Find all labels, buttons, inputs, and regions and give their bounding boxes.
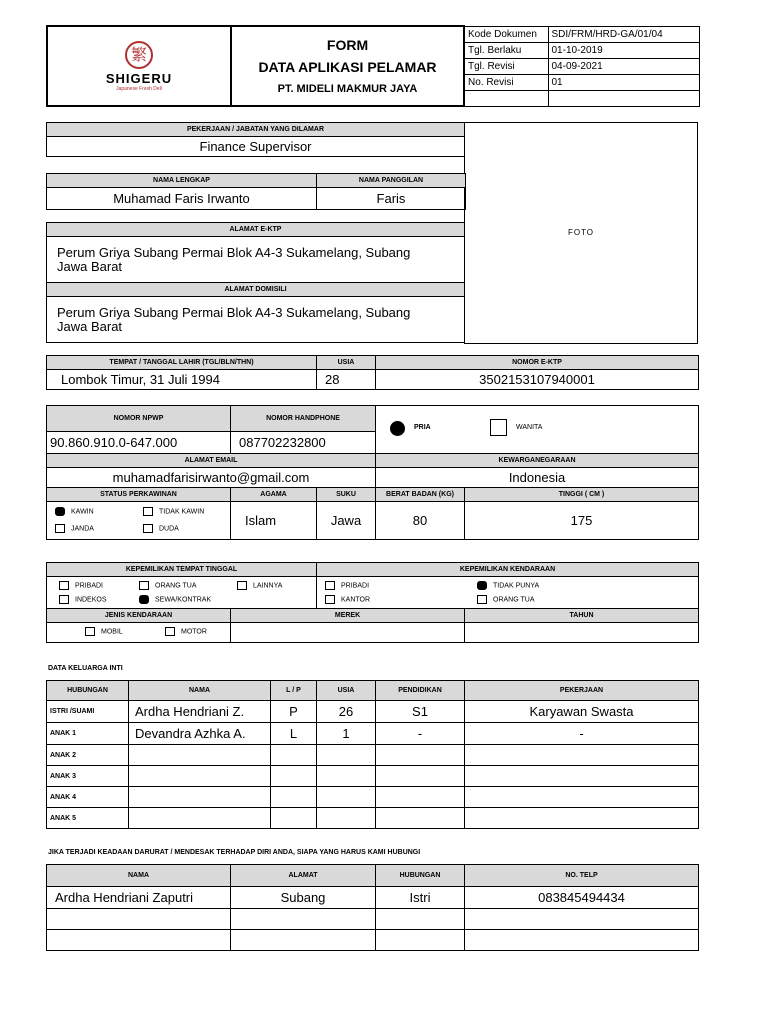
family-col-relation: HUBUNGAN [47,681,129,701]
family-cell-age[interactable] [317,766,376,787]
family-cell-age: 26 [317,701,376,723]
vehicle-kantor-label: KANTOR [341,596,371,604]
family-cell-gender[interactable] [271,808,317,829]
family-section-title: DATA KELUARGA INTI [48,665,123,672]
marital-tidak-kawin[interactable] [143,507,204,516]
table-row [47,887,699,909]
email-label: ALAMAT EMAIL [47,454,376,468]
email-value: muhamadfarisirwanto@gmail.com [47,468,376,488]
family-col-education: PENDIDIKAN [376,681,465,701]
marital-duda[interactable] [143,524,179,533]
name-table [46,173,466,210]
npwp-label: NOMOR NPWP [47,406,231,432]
residence-pribadi-label: PRIBADI [75,582,104,590]
family-cell-gender: P [271,701,317,723]
gender-male-label: PRIA [414,424,431,431]
checkbox-icon [165,627,175,636]
emergency-cell-address: Subang [231,887,376,909]
emergency-header-row [47,865,699,887]
table-row [47,787,699,808]
emergency-col-address: ALAMAT [231,865,376,887]
emergency-cell-relation[interactable] [376,930,465,951]
family-cell-occupation[interactable] [465,808,699,829]
emergency-cell-phone[interactable] [465,930,699,951]
gender-male-checkbox[interactable] [390,421,405,436]
checkbox-icon [59,581,69,590]
checkbox-icon [237,581,247,590]
family-col-name: NAMA [129,681,271,701]
doc-info-blank [464,90,548,106]
emergency-cell-name[interactable] [47,930,231,951]
address-table [46,222,465,343]
doc-code-label: Kode Dokumen [464,26,548,42]
vehicle-orang-tua[interactable] [477,595,535,604]
npwp-value: 90.860.910.0-647.000 [47,432,231,454]
family-cell-relation: ANAK 3 [47,766,129,787]
weight-value: 80 [376,502,465,540]
family-cell-relation: ANAK 5 [47,808,129,829]
citizenship-label: KEWARGANEGARAAN [376,454,699,468]
birth-value: Lombok Timur, 31 Juli 1994 [47,370,317,390]
table-row [47,930,699,951]
checkbox-icon [325,595,335,604]
company-name: PT. MIDELI MAKMUR JAYA [277,83,418,95]
vehicle-type-motor[interactable] [165,627,207,636]
residence-sewa[interactable] [139,595,211,604]
ethnic-value: Jawa [317,502,376,540]
residence-indekos[interactable] [59,595,107,604]
header-table [46,25,700,107]
marital-janda-label: JANDA [71,525,94,533]
brand-value[interactable] [231,623,465,643]
marital-janda[interactable] [55,524,94,533]
logo-mark: 繁 [125,41,153,69]
checkbox-checked-icon [55,507,65,516]
logo-tagline: Japanese Fresh Deli [116,85,162,92]
vehicle-pribadi-label: PRIBADI [341,582,370,590]
residence-options [47,577,317,609]
religion-label: AGAMA [231,488,317,502]
family-cell-name[interactable] [129,808,271,829]
family-cell-gender[interactable] [271,745,317,766]
ektp-address-line1: Perum Griya Subang Permai Blok A4-3 Sukamelang, Subang [57,244,411,260]
position-value: Finance Supervisor [47,137,465,157]
residence-orang-tua-label: ORANG TUA [155,582,197,590]
checkbox-icon [139,581,149,590]
emergency-cell-address[interactable] [231,930,376,951]
photo-label: FOTO [567,227,595,237]
emergency-col-relation: HUBUNGAN [376,865,465,887]
family-cell-occupation[interactable] [465,745,699,766]
residence-label: KEPEMILIKAN TEMPAT TINGGAL [47,563,317,577]
ektp-number-value: 3502153107940001 [376,370,699,390]
residence-table [46,562,699,643]
marital-kawin-label: KAWIN [71,508,94,516]
family-col-occupation: PEKERJAAN [465,681,699,701]
vehicle-type-options [47,623,231,643]
emergency-cell-relation: Istri [376,887,465,909]
year-label: TAHUN [465,609,699,623]
checkbox-checked-icon [477,581,487,590]
emergency-section-title: JIKA TERJADI KEADAAN DARURAT / MENDESAK TERHADAP DIRI ANDA, SIAPA YANG HARUS KAMI HUBUNGI [48,849,421,856]
family-cell-education[interactable] [376,787,465,808]
ektp-address-value [47,237,465,283]
family-cell-name: Ardha Hendriani Z. [129,701,271,723]
residence-lainnya[interactable] [237,581,282,590]
position-table [46,122,465,157]
phone-value: 087702232800 [231,432,376,454]
vehicle-options [317,577,699,609]
emergency-cell-name: Ardha Hendriani Zaputri [47,887,231,909]
family-cell-age[interactable] [317,808,376,829]
birth-table [46,355,699,390]
residence-sewa-label: SEWA/KONTRAK [155,596,212,604]
family-cell-relation: ANAK 4 [47,787,129,808]
table-row [47,745,699,766]
marital-duda-label: DUDA [159,525,179,533]
revision-date-value: 04-09-2021 [548,58,699,74]
family-cell-name[interactable] [129,787,271,808]
table-row [47,723,699,745]
checkbox-icon [477,595,487,604]
checkbox-checked-icon [139,595,149,604]
family-cell-age[interactable] [317,745,376,766]
revision-no-value: 01 [548,74,699,90]
height-label: TINGGI ( CM ) [465,488,699,502]
domicile-line2: Jawa Barat [57,318,123,334]
age-value: 28 [317,370,376,390]
family-cell-education[interactable] [376,745,465,766]
checkbox-icon [143,507,153,516]
vehicle-label: KEPEMILIKAN KENDARAAN [317,563,699,577]
valid-date-value: 01-10-2019 [548,42,699,58]
vehicle-orang-tua-label: ORANG TUA [493,596,535,604]
family-cell-occupation: - [465,723,699,745]
family-col-gender: L / P [271,681,317,701]
ektp-address-label: ALAMAT E-KTP [47,223,465,237]
family-cell-relation: ANAK 1 [47,723,129,745]
emergency-col-name: NAMA [47,865,231,887]
emergency-col-phone: NO. TELP [465,865,699,887]
residence-orang-tua[interactable] [139,581,197,590]
birth-label: TEMPAT / TANGGAL LAHIR (TGL/BLN/THN) [47,356,317,370]
marital-options [47,502,231,540]
emergency-cell-phone[interactable] [465,909,699,930]
marital-tidak-kawin-label: TIDAK KAWIN [159,508,205,516]
photo-box [464,122,698,344]
year-value[interactable] [465,623,699,643]
vehicle-type-label: JENIS KENDARAAN [47,609,231,623]
table-row [47,909,699,930]
doc-info-blank [548,90,699,106]
checkbox-icon [59,595,69,604]
nickname-label: NAMA PANGGILAN [317,174,466,188]
vehicle-pribadi[interactable] [325,581,369,590]
emergency-cell-phone: 083845494434 [465,887,699,909]
family-cell-education: - [376,723,465,745]
ektp-number-label: NOMOR E-KTP [376,356,699,370]
checkbox-icon [55,524,65,533]
family-cell-gender[interactable] [271,787,317,808]
family-cell-relation: ANAK 2 [47,745,129,766]
vehicle-type-mobil-label: MOBIL [101,628,123,636]
checkbox-icon [143,524,153,533]
family-cell-occupation: Karyawan Swasta [465,701,699,723]
valid-date-label: Tgl. Berlaku [464,42,548,58]
checkbox-icon [85,627,95,636]
family-table [46,680,699,829]
marital-kawin[interactable] [55,507,94,516]
vehicle-type-mobil[interactable] [85,627,123,636]
revision-date-label: Tgl. Revisi [464,58,548,74]
form-title-cell [231,26,464,106]
vehicle-tidak-punya-label: TIDAK PUNYA [493,582,540,590]
family-cell-name[interactable] [129,766,271,787]
ethnic-label: SUKU [317,488,376,502]
domicile-value [47,297,465,343]
vehicle-kantor[interactable] [325,595,370,604]
family-cell-name: Devandra Azhka A. [129,723,271,745]
table-row [47,766,699,787]
family-cell-occupation[interactable] [465,766,699,787]
table-row [47,808,699,829]
religion-value: Islam [231,502,317,540]
family-cell-age[interactable] [317,787,376,808]
domicile-line1: Perum Griya Subang Permai Blok A4-3 Sukamelang, Subang [57,304,411,320]
family-cell-gender: L [271,723,317,745]
gender-female-checkbox[interactable] [490,419,507,436]
family-cell-gender[interactable] [271,766,317,787]
gender-cell [376,406,699,454]
marital-label: STATUS PERKAWINAN [47,488,231,502]
family-cell-name[interactable] [129,745,271,766]
citizenship-value: Indonesia [376,468,699,488]
table-row [47,701,699,723]
weight-label: BERAT BADAN (KG) [376,488,465,502]
logo [47,26,231,106]
checkbox-icon [325,581,335,590]
emergency-table [46,864,699,951]
residence-indekos-label: INDEKOS [75,596,107,604]
gender-female-label: WANITA [516,424,543,431]
residence-lainnya-label: LAINNYA [253,582,283,590]
family-cell-education: S1 [376,701,465,723]
position-label: PEKERJAAN / JABATAN YANG DILAMAR [47,123,465,137]
doc-code-value: SDI/FRM/HRD-GA/01/04 [548,26,699,42]
vehicle-tidak-punya[interactable] [477,581,539,590]
family-cell-age: 1 [317,723,376,745]
brand-label: MEREK [231,609,465,623]
ektp-address-line2: Jawa Barat [57,258,123,274]
domicile-label: ALAMAT DOMISILI [47,283,465,297]
emergency-cell-address[interactable] [231,909,376,930]
family-header-row [47,681,699,701]
height-value: 175 [465,502,699,540]
family-cell-relation: ISTRI /SUAMI [47,701,129,723]
family-cell-education[interactable] [376,808,465,829]
nickname-value: Faris [317,188,466,210]
fullname-value: Muhamad Faris Irwanto [47,188,317,210]
age-label: USIA [317,356,376,370]
family-col-age: USIA [317,681,376,701]
vehicle-type-motor-label: MOTOR [181,628,207,636]
form-title: DATA APLIKASI PELAMAR [258,59,437,75]
logo-name: SHIGERU [105,70,173,86]
form-label: FORM [326,37,369,53]
emergency-cell-name[interactable] [47,909,231,930]
fullname-label: NAMA LENGKAP [47,174,317,188]
family-cell-education[interactable] [376,766,465,787]
emergency-cell-relation[interactable] [376,909,465,930]
family-cell-occupation[interactable] [465,787,699,808]
residence-pribadi[interactable] [59,581,103,590]
revision-no-label: No. Revisi [464,74,548,90]
phone-label: NOMOR HANDPHONE [231,406,376,432]
contact-table [46,405,699,540]
